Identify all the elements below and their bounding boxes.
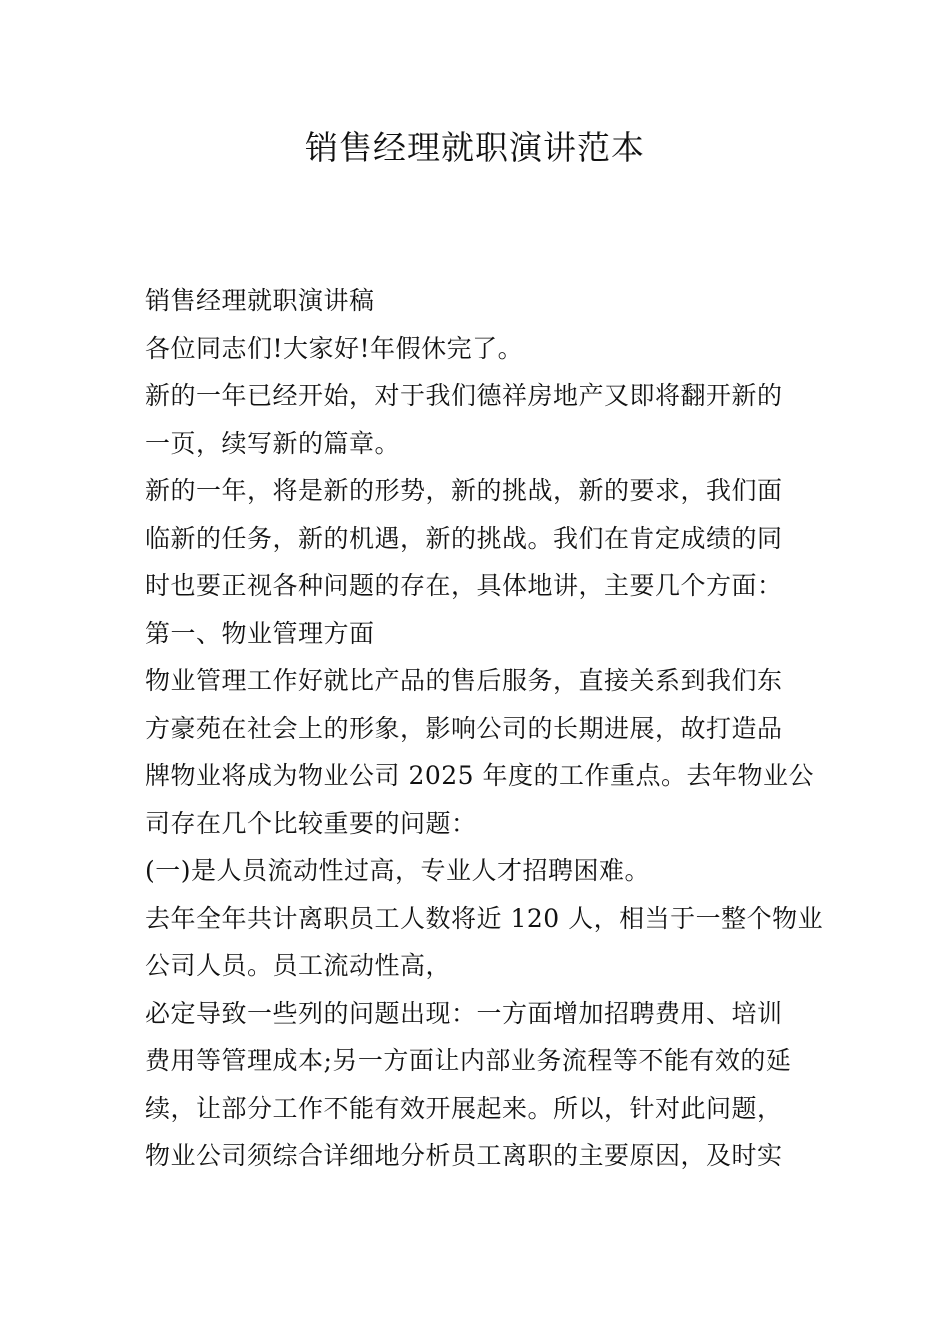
- text-line: 费用等管理成本;另一方面让内部业务流程等不能有效的延: [145, 1046, 792, 1075]
- text-line: 销售经理就职演讲稿: [145, 286, 375, 315]
- text-line: (一)是人员流动性过高，专业人才招聘困难。: [145, 856, 651, 885]
- text-line: 物业公司须综合详细地分析员工离职的主要原因，及时实: [145, 1141, 783, 1170]
- text-line: 物业管理工作好就比产品的售后服务，直接关系到我们东: [145, 666, 783, 695]
- text-line: 临新的任务，新的机遇，新的挑战。我们在肯定成绩的同: [145, 523, 783, 553]
- text-line: 必定导致一些列的问题出现：一方面增加招聘费用、培训: [145, 998, 783, 1028]
- text-line: 去年全年共计离职员工人数将近 120 人，相当于一整个物业: [145, 903, 824, 933]
- text-line: 司存在几个比较重要的问题：: [145, 808, 477, 838]
- text-line: 一页，续写新的篇章。: [145, 428, 401, 458]
- text-line: 续，让部分工作不能有效开展起来。所以，针对此问题，: [145, 1093, 783, 1123]
- text-line: 牌物业将成为物业公司 2025 年度的工作重点。去年物业公: [145, 761, 815, 790]
- document-body: [145, 277, 824, 1180]
- text-line: 方豪苑在社会上的形象，影响公司的长期进展，故打造品: [145, 713, 783, 743]
- text-line: 新的一年已经开始，对于我们德祥房地产又即将翻开新的: [145, 381, 783, 410]
- text-line: 新的一年，将是新的形势，新的挑战，新的要求，我们面: [145, 476, 783, 505]
- document-title: 销售经理就职演讲范本: [305, 128, 645, 167]
- text-line: 时也要正视各种问题的存在，具体地讲，主要几个方面：: [145, 571, 783, 600]
- text-line: 各位同志们!大家好!年假休完了。: [145, 333, 524, 363]
- text-line: 第一、物业管理方面: [145, 618, 375, 648]
- text-line: 公司人员。员工流动性高，: [145, 951, 452, 980]
